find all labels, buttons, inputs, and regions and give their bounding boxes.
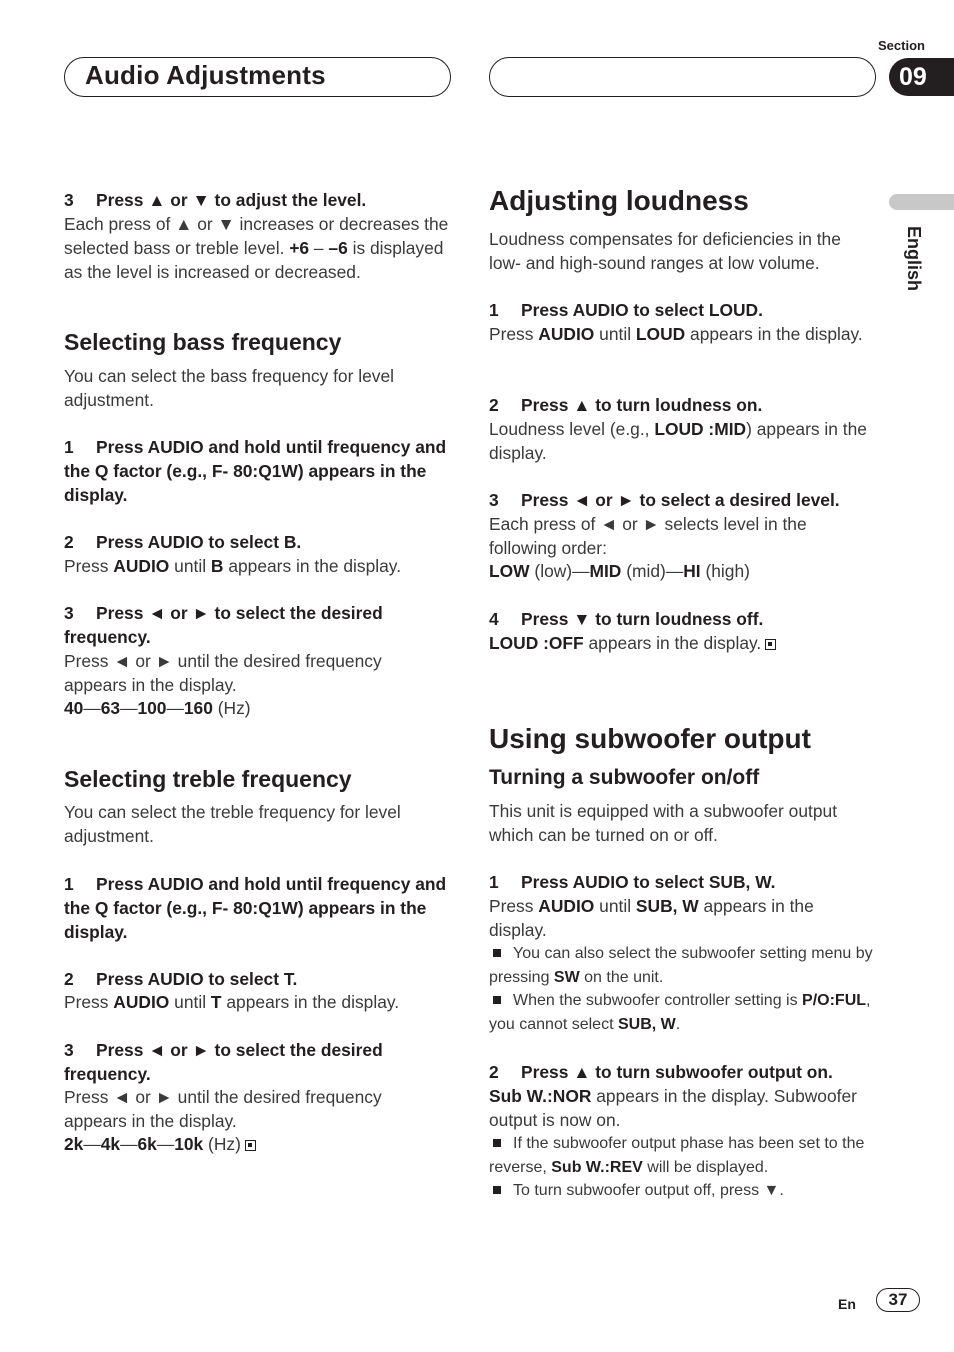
end-mark-icon (245, 1140, 256, 1151)
section-label: Section (878, 38, 925, 53)
subwoofer-step2: 2 Press ▲ to turn subwoofer output on. (489, 1062, 833, 1082)
loudness-intro: Loudness compensates for deficiencies in the low- and high-sound ranges at low volume. (489, 229, 841, 273)
subwoofer-note-4: To turn subwoofer output off, press ▼. (489, 1179, 874, 1203)
footer-language: En (838, 1296, 856, 1312)
bullet-square-icon (493, 1139, 501, 1147)
bass-step3: 3 Press ◄ or ► to select the desired frequency. (64, 603, 383, 647)
loudness-level-list: LOW (low)—MID (mid)—HI (high) (489, 561, 750, 581)
bass-step2: 2 Press AUDIO to select B. (64, 532, 302, 552)
loudness-step3: 3 Press ◄ or ► to select a desired level. (489, 490, 840, 510)
loudness-step3-body: Each press of ◄ or ► selects level in the following order: (489, 514, 807, 558)
subwoofer-heading: Using subwoofer output (489, 723, 811, 754)
loudness-step2-body: Loudness level (e.g., LOUD :MID) appears in the display. (489, 419, 867, 463)
section-number: 09 (889, 58, 954, 96)
step-body: Each press of ▲ or ▼ increases or decreases the selected bass or treble level. +6 – –6 is displayed as the level is increased or decreased. (64, 214, 449, 282)
treble-step3-body: Press ◄ or ► until the desired frequency appears in the display. (64, 1087, 382, 1131)
page-title: Audio Adjustments (85, 60, 326, 90)
subwoofer-note-2: When the subwoofer controller setting is P/O:FUL, you cannot select SUB, W. (489, 992, 871, 1033)
bullet-square-icon (493, 1186, 501, 1194)
language-label: English (904, 226, 924, 292)
bass-intro: You can select the bass frequency for level adjustment. (64, 366, 394, 410)
subwoofer-note-1: You can also select the subwoofer setting menu by pressing SW on the unit. (489, 945, 873, 986)
treble-step2: 2 Press AUDIO to select T. (64, 969, 298, 989)
bullet-square-icon (493, 996, 501, 1004)
subwoofer-step2-body: Sub W.:NOR appears in the display. Subwoofer output is now on. (489, 1086, 857, 1130)
end-mark-icon (765, 639, 776, 650)
header-title-bar (64, 57, 451, 97)
loudness-step4: 4 Press ▼ to turn loudness off. (489, 609, 764, 629)
bass-step1: 1 Press AUDIO and hold until frequency and the Q factor (e.g., F- 80:Q1W) appears in the display. (64, 437, 447, 505)
bullet-square-icon (493, 949, 501, 957)
page-number: 37 (876, 1288, 920, 1312)
treble-intro: You can select the treble frequency for level adjustment. (64, 802, 401, 846)
loudness-step1: 1 Press AUDIO to select LOUD. (489, 300, 763, 320)
subwoofer-note-3: If the subwoofer output phase has been set to the reverse, Sub W.:REV will be displayed. (489, 1135, 865, 1176)
treble-heading: Selecting treble frequency (64, 766, 352, 792)
subwoofer-intro: This unit is equipped with a subwoofer output which can be turned on or off. (489, 801, 838, 845)
step-heading: 3 Press ▲ or ▼ to adjust the level. (64, 190, 367, 210)
treble-step1: 1 Press AUDIO and hold until frequency and the Q factor (e.g., F- 80:Q1W) appears in the display. (64, 874, 447, 942)
loudness-heading: Adjusting loudness (489, 185, 749, 216)
language-tab (889, 194, 954, 210)
loudness-step4-body: LOUD :OFF appears in the display. (489, 631, 874, 655)
treble-frequency-list: 2k—4k—6k—10k (Hz) (64, 1132, 449, 1156)
bass-frequency-list: 40—63—100—160 (Hz) (64, 698, 251, 718)
treble-step2-body: Press AUDIO until T appears in the display. (64, 992, 400, 1012)
subwoofer-subheading: Turning a subwoofer on/off (489, 766, 760, 789)
loudness-step1-body: Press AUDIO until LOUD appears in the display. (489, 324, 863, 344)
bass-step3-body: Press ◄ or ► until the desired frequency appears in the display. (64, 651, 382, 695)
subwoofer-step1: 1 Press AUDIO to select SUB, W. (489, 872, 776, 892)
bass-step2-body: Press AUDIO until B appears in the display. (64, 556, 402, 576)
bass-heading: Selecting bass frequency (64, 329, 342, 355)
loudness-step2: 2 Press ▲ to turn loudness on. (489, 395, 763, 415)
subwoofer-step1-body: Press AUDIO until SUB, W appears in the display. (489, 896, 814, 940)
treble-step3: 3 Press ◄ or ► to select the desired frequency. (64, 1040, 383, 1084)
header-right-bar (489, 57, 876, 97)
